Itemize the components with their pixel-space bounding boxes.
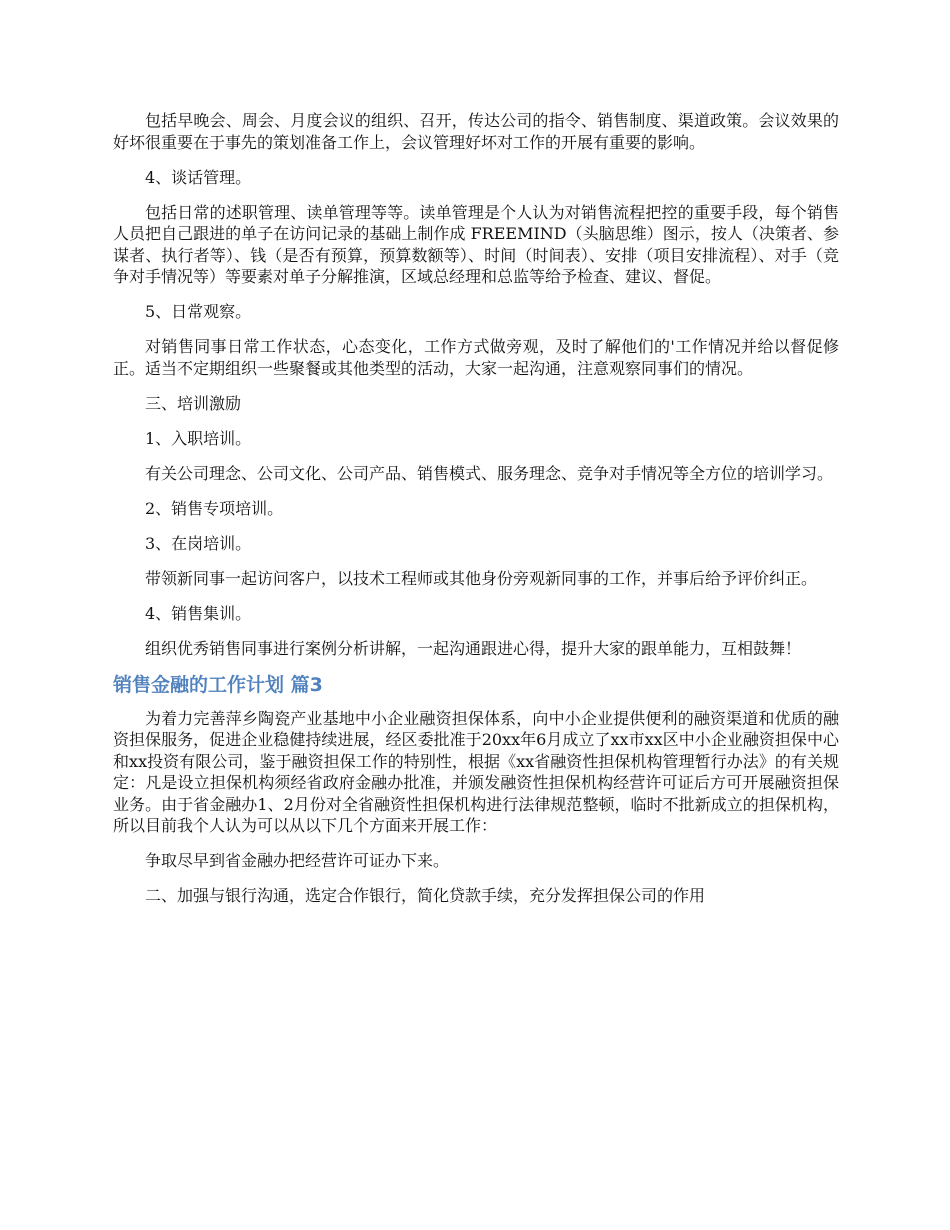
paragraph-guarantee-intro: 为着力完善萍乡陶瓷产业基地中小企业融资担保体系，向中小企业提供便利的融资渠道和优质的融资担保服务，促进企业稳健持续进展，经区委批准于20xx年6月成立了xx市xx区中小企业融资担保中心和xx投资有限公司，鉴于融资担保工作的特别性，根据《xx省融资性担保机构管理暂行办法》的有关规定：凡是设立担保机构须经省政府金融办批准，并颁发融资性担保机构经营许可证后方可开展融资担保业务。由于省金融办1、2月份对全省融资性担保机构进行法律规范整顿，临时不批新成立的担保机构，所以目前我个人认为可以从以下几个方面来开展工作： xyxy=(113,708,839,835)
item-talk-management: 4、谈话管理。 xyxy=(145,167,252,187)
item-daily-observation: 5、日常观察。 xyxy=(145,302,252,321)
paragraph-license: 争取尽早到省金融办把经营许可证办下来。 xyxy=(145,851,450,870)
paragraph-daily-observation: 对销售同事日常工作状态，心态变化，工作方式做旁观，及时了解他们的'工作情况并给以督促修正。适当不定期组织一些聚餐或其他类型的活动，大家一起沟通，注意观察同事们的情况。 xyxy=(113,337,839,378)
section-training-incentive: 三、培训激励 xyxy=(145,393,242,413)
item-sales-bootcamp: 4、销售集训。 xyxy=(145,603,252,623)
document-page xyxy=(113,110,839,920)
item-sales-training: 2、销售专项培训。 xyxy=(145,498,284,518)
paragraph-bank-communication: 二、加强与银行沟通，选定合作银行，简化贷款手续，充分发挥担保公司的作用 xyxy=(145,886,706,905)
paragraph-onboarding-training: 有关公司理念、公司文化、公司产品、销售模式、服务理念、竞争对手情况等全方位的培训学习。 xyxy=(145,463,834,483)
section-heading: 销售金融的工作计划 篇3 xyxy=(113,673,323,696)
item-onboarding-training: 1、入职培训。 xyxy=(145,428,252,448)
paragraph-meeting-management: 包括早晚会、周会、月度会议的组织、召开，传达公司的指令、销售制度、渠道政策。会议效果的好坏很重要在于事先的策划准备工作上，会议管理好坏对工作的开展有重要的影响。 xyxy=(113,111,839,152)
item-on-the-job-training: 3、在岗培训。 xyxy=(145,533,252,553)
paragraph-sales-bootcamp: 组织优秀销售同事进行案例分析讲解，一起沟通跟进心得，提升大家的跟单能力，互相鼓舞！ xyxy=(145,638,802,658)
paragraph-talk-management: 包括日常的述职管理、读单管理等等。读单管理是个人认为对销售流程把控的重要手段，每个销售人员把自己跟进的单子在访问记录的基础上制作成 FREEMIND（头脑思维）图示，按人（决策者、参谋者、执行者等）、钱（是否有预算，预算数额等）、时间（时间表）、安排（项目安排流程）、对手（竞争对手情况等）等要素对单子分解推演，区域总经理和总监等给予检查、建议、督促。 xyxy=(113,202,839,286)
paragraph-on-the-job-training: 带领新同事一起访问客户，以技术工程师或其他身份旁观新同事的工作，并事后给予评价纠正。 xyxy=(145,568,818,588)
